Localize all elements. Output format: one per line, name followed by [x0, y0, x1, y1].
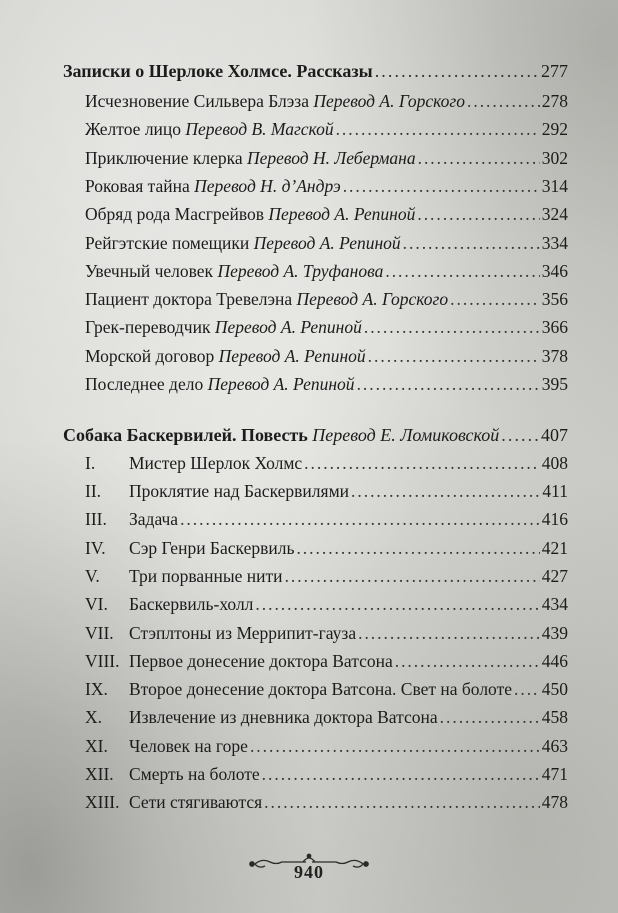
section-heading-stories[interactable]: [63, 60, 568, 82]
chapter-entry[interactable]: [85, 480, 568, 502]
chapter-entry[interactable]: [85, 791, 568, 813]
chapter-page: 439: [541, 623, 568, 643]
chapter-number: VII.: [85, 623, 114, 643]
leader-dots: [450, 288, 540, 310]
leader-dots: [351, 480, 540, 502]
chapter-title: Мистер Шерлок Холмс: [129, 453, 303, 473]
entry-translator: Перевод А. Горского: [313, 91, 465, 111]
chapter-number: XI.: [85, 736, 108, 756]
entry-title: Морской договор: [85, 346, 215, 366]
leader-dots: [514, 678, 540, 700]
chapter-entry[interactable]: [85, 593, 568, 615]
chapter-number: IV.: [85, 538, 106, 558]
leader-dots: [418, 147, 540, 169]
leader-dots: [336, 118, 540, 140]
chapter-page: 471: [541, 764, 568, 784]
chapter-title: Три порванные нити: [129, 566, 283, 586]
toc-entry[interactable]: [85, 260, 568, 282]
section-heading-hound[interactable]: [63, 424, 568, 446]
chapter-title: Сети стягиваются: [129, 792, 263, 812]
chapter-entry[interactable]: [85, 537, 568, 559]
toc-entry[interactable]: [85, 147, 568, 169]
chapter-entry[interactable]: [85, 763, 568, 785]
leader-dots: [304, 452, 540, 474]
leader-dots: [501, 424, 539, 446]
leader-dots: [285, 565, 540, 587]
chapter-title: Человек на горе: [129, 736, 248, 756]
chapter-entry[interactable]: [85, 735, 568, 757]
leader-dots: [358, 622, 540, 644]
chapter-entry[interactable]: [85, 706, 568, 728]
chapter-page: 450: [541, 679, 568, 699]
entry-title: Грек-переводчик: [85, 317, 211, 337]
chapter-page: 463: [541, 736, 568, 756]
entry-translator: Перевод А. Репиной: [253, 233, 401, 253]
entry-page: 314: [541, 176, 568, 196]
section-page: 277: [541, 61, 568, 81]
leader-dots: [375, 60, 539, 82]
entry-title: Увечный человек: [85, 261, 214, 281]
page-number: 940: [294, 862, 324, 882]
entry-page: 324: [541, 204, 568, 224]
chapter-page: 408: [541, 453, 568, 473]
entry-page: 356: [541, 289, 568, 309]
chapter-entry[interactable]: [85, 565, 568, 587]
leader-dots: [180, 508, 540, 530]
chapter-page: 411: [542, 481, 568, 501]
entry-title: Последнее дело: [85, 374, 204, 394]
chapter-title: Смерть на болоте: [129, 764, 260, 784]
entry-title: Роковая тайна: [85, 176, 190, 196]
chapter-number: IX.: [85, 679, 108, 699]
entry-title: Пациент доктора Тревелэна: [85, 289, 293, 309]
chapter-number: III.: [85, 509, 107, 529]
entry-title: Приключение клерка: [85, 148, 243, 168]
leader-dots: [403, 232, 540, 254]
toc-entry[interactable]: [85, 316, 568, 338]
entry-page: 395: [541, 374, 568, 394]
chapter-number: XII.: [85, 764, 114, 784]
leader-dots: [296, 537, 539, 559]
entry-page: 302: [541, 148, 568, 168]
chapter-page: 458: [541, 707, 568, 727]
chapter-entry[interactable]: [85, 622, 568, 644]
entry-title: Исчезновение Сильвера Блэза: [85, 91, 309, 111]
chapter-entry[interactable]: [85, 508, 568, 530]
chapter-page: 416: [541, 509, 568, 529]
entry-translator: Перевод А. Горского: [296, 289, 449, 309]
leader-dots: [343, 175, 540, 197]
leader-dots: [467, 90, 540, 112]
toc-entry[interactable]: [85, 345, 568, 367]
chapter-number: V.: [85, 566, 100, 586]
section-translator: Перевод Е. Ломиковской: [312, 425, 500, 445]
leader-dots: [250, 735, 540, 757]
entry-translator: Перевод Н. Лебермана: [246, 148, 416, 168]
chapter-title: Второе донесение доктора Ватсона. Свет на болоте: [129, 679, 512, 699]
leader-dots: [440, 706, 540, 728]
section-title: Собака Баскервилей. Повесть: [63, 425, 308, 445]
chapter-title: Стэплтоны из Меррипит-гауза: [129, 623, 357, 643]
entry-page: 292: [541, 119, 568, 139]
entry-translator: Перевод А. Репиной: [268, 204, 416, 224]
section-title: Записки о Шерлоке Холмсе. Рассказы: [63, 61, 373, 81]
chapter-page: 427: [541, 566, 568, 586]
entry-translator: Перевод Н. д’Андрэ: [194, 176, 341, 196]
leader-dots: [395, 650, 540, 672]
chapter-title: Извлечение из дневника доктора Ватсона: [129, 707, 438, 727]
leader-dots: [368, 345, 540, 367]
chapter-page: 478: [541, 792, 568, 812]
entry-page: 278: [541, 91, 568, 111]
chapter-title: Проклятие над Баскервилями: [129, 481, 350, 501]
toc-entry[interactable]: [85, 90, 568, 112]
chapter-title: Задача: [129, 509, 179, 529]
chapter-page: 434: [541, 594, 568, 614]
entry-translator: Перевод А. Репиной: [214, 317, 362, 337]
chapter-title: Первое донесение доктора Ватсона: [129, 651, 393, 671]
chapter-page: 421: [541, 538, 568, 558]
entry-page: 378: [541, 346, 568, 366]
chapter-number: II.: [85, 481, 102, 501]
leader-dots: [357, 373, 540, 395]
entry-title: Желтое лицо: [85, 119, 182, 139]
chapter-page: 446: [541, 651, 568, 671]
chapter-entry[interactable]: [85, 452, 568, 474]
leader-dots: [264, 791, 540, 813]
leader-dots: [385, 260, 539, 282]
chapter-number: VI.: [85, 594, 108, 614]
chapter-entry[interactable]: [85, 650, 568, 672]
section-page: 407: [541, 425, 568, 445]
chapter-number: XIII.: [85, 792, 120, 812]
entry-translator: Перевод В. Магской: [185, 119, 334, 139]
entry-title: Обряд рода Масгрейвов: [85, 204, 264, 224]
toc-entry[interactable]: [85, 373, 568, 395]
leader-dots: [364, 316, 540, 338]
entry-translator: Перевод А. Репиной: [207, 374, 355, 394]
toc-entry[interactable]: [85, 175, 568, 197]
chapter-number: VIII.: [85, 651, 120, 671]
entry-page: 366: [541, 317, 568, 337]
toc-entry[interactable]: [85, 288, 568, 310]
leader-dots: [255, 593, 539, 615]
entry-title: Рейгэтские помещики: [85, 233, 250, 253]
entry-page: 346: [541, 261, 568, 281]
toc-entry[interactable]: [85, 118, 568, 140]
chapter-number: X.: [85, 707, 103, 727]
entry-page: 334: [541, 233, 568, 253]
chapter-title: Баскервиль-холл: [129, 594, 254, 614]
entry-translator: Перевод А. Труфанова: [217, 261, 384, 281]
toc-entry[interactable]: [85, 203, 568, 225]
entry-translator: Перевод А. Репиной: [218, 346, 366, 366]
leader-dots: [417, 203, 539, 225]
leader-dots: [262, 763, 540, 785]
toc-entry[interactable]: [85, 232, 568, 254]
chapter-number: I.: [85, 453, 96, 473]
chapter-entry[interactable]: [85, 678, 568, 700]
chapter-title: Сэр Генри Баскервиль: [129, 538, 295, 558]
